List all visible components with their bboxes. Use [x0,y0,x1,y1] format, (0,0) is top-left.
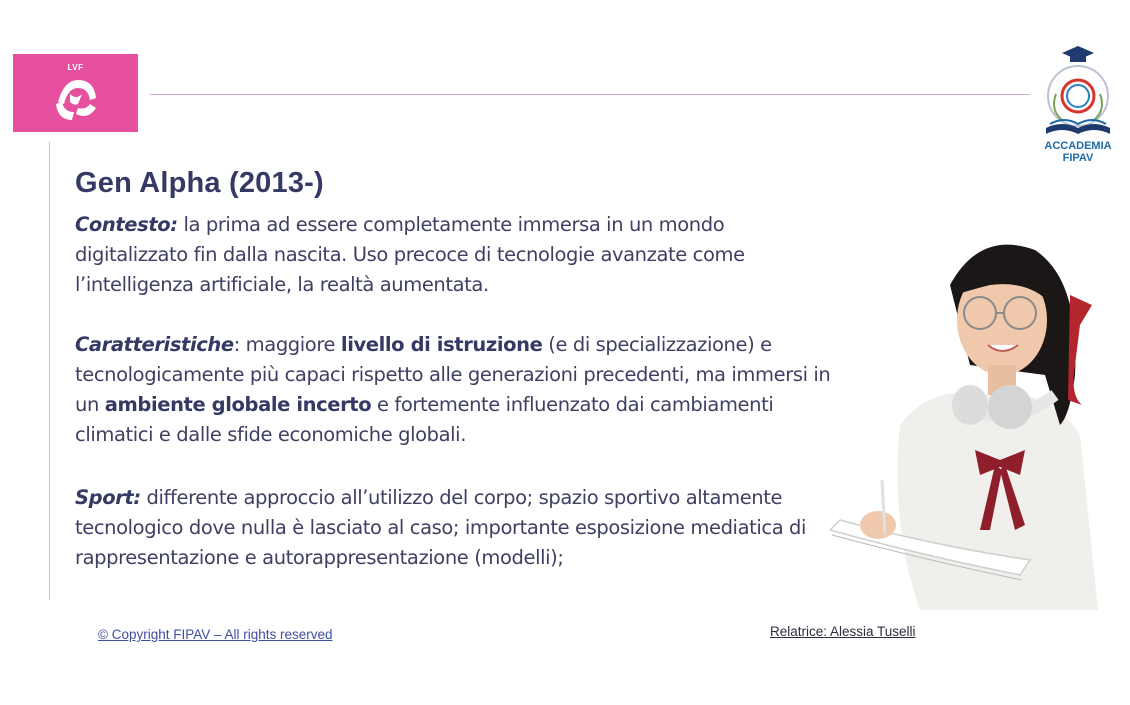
caratteristiche-bold-2: ambiente globale incerto [104,393,372,416]
header-divider [150,94,1030,95]
lvf-logo [13,54,138,132]
slide-title: Gen Alpha (2013-) [75,167,324,199]
caratteristiche-paragraph [75,330,835,450]
hands-icon [48,74,104,124]
caratteristiche-text-2: (e di specializzazione) e tecnologicamente più capaci rispetto alle generazioni precedenti, ma immersi in un [75,333,831,416]
accademia-fipav-logo [1036,44,1120,168]
copyright-link[interactable]: © Copyright FIPAV – All rights reserved [98,627,333,642]
caratteristiche-label: Caratteristiche [75,333,234,356]
side-divider [49,142,50,600]
speaker-credit: Relatrice: Alessia Tuselli [770,624,916,639]
hair-ribbon [1068,295,1092,405]
accademia-line: ACCADEMIA [1044,140,1112,152]
contesto-text: la prima ad essere completamente immersa in un mondo digitalizzato fin dalla nascita. Uso precoce di tecnologie avanzate come l’intelligenza artificiale, la realtà aumentata. [75,213,745,296]
caratteristiche-text-3: e fortemente influenzato dai cambiamenti climatici e dalle sfide economiche globali. [75,393,774,446]
student-photo [830,225,1100,610]
sport-label: Sport: [75,486,141,509]
sport-text: differente approccio all’utilizzo del corpo; spazio sportivo altamente tecnologico dove nulla è lasciato al caso; importante esposizione mediatica di rappresentazione e autorappresentazione (modelli); [75,486,807,569]
contesto-paragraph [75,210,795,300]
caratteristiche-text-1: : maggiore [233,333,341,356]
shirt-shape [898,393,1099,610]
caratteristiche-bold-1: livello di istruzione [340,333,543,356]
sport-paragraph [75,483,845,573]
hand [860,511,896,539]
fipav-line: FIPAV [1062,152,1094,164]
accademia-fipav-text [1036,140,1120,164]
graduation-emblem-icon [1036,44,1120,140]
lvf-logo-text: LVF [67,62,84,72]
contesto-label: Contesto: [75,213,178,236]
